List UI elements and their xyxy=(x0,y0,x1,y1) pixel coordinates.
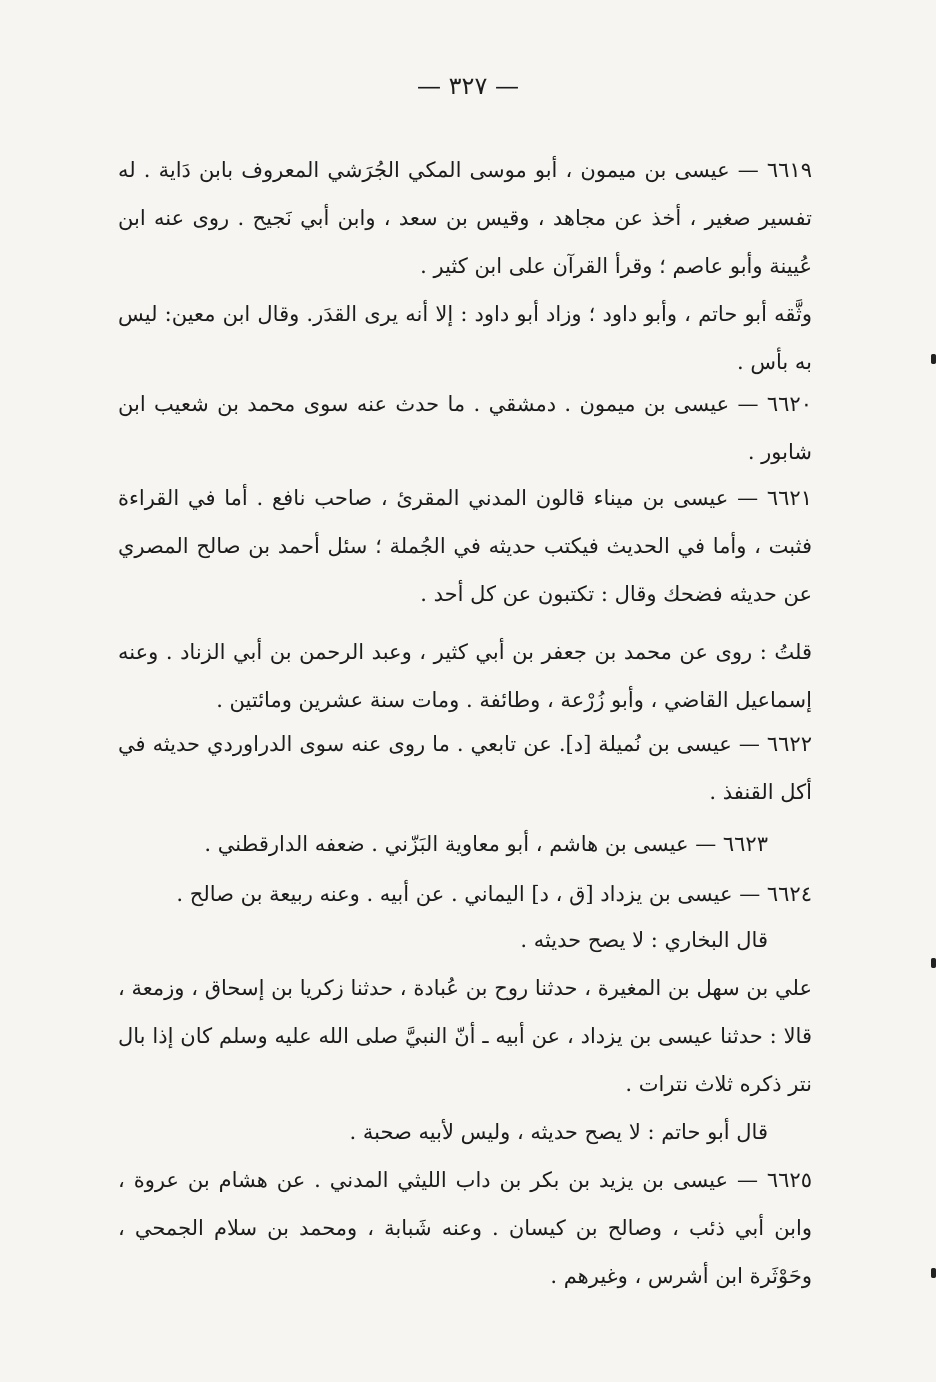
entry-6623: ٦٦٢٣ — عيسى بن هاشم ، أبو معاوية البَزّني . ضعفه الدارقطني . xyxy=(204,832,768,856)
entry-6621-note: قلتُ : روى عن محمد بن جعفر بن أبي كثير ، وعبد الرحمن بن أبي الزناد . وعنه إسماعيل القاضي ، وأبو زُرْعة ، وطائفة . ومات سنة عشرين ومائتين . xyxy=(118,640,812,712)
edge-mark xyxy=(931,1268,936,1278)
edge-mark xyxy=(931,958,936,968)
entry-6624-abuhatim: قال أبو حاتم : لا يصح حديثه ، وليس لأبيه صحبة . xyxy=(349,1120,768,1144)
entry-6619-note: وثَّقه أبو حاتم ، وأبو داود ؛ وزاد أبو داود : إلا أنه يرى القدَر. وقال ابن معين: ليس به بأس . xyxy=(118,302,812,374)
entry-6621: ٦٦٢١ — عيسى بن ميناء قالون المدني المقرئ ، صاحب نافع . أما في القراءة فثبت ، وأما في الحديث فيكتب حديثه في الجُملة ؛ سئل أحمد بن صالح المصري عن حديثه فضحك وقال : تكتبون عن كل أحد . xyxy=(118,486,812,606)
page-number: — ٣٢٧ — xyxy=(417,72,519,100)
entry-6625: ٦٦٢٥ — عيسى بن يزيد بن بكر بن داب الليثي المدني . عن هشام بن عروة ، وابن أبي ذئب ، وصالح بن كيسان . وعنه شَبابة ، ومحمد بن سلام الجمحي ، وحَوْثَرة ابن أشرس ، وغيرهم . xyxy=(118,1168,812,1288)
edge-mark xyxy=(931,354,936,364)
entry-6620: ٦٦٢٠ — عيسى بن ميمون . دمشقي . ما حدث عنه سوى محمد بن شعيب ابن شابور . xyxy=(118,392,812,464)
entry-6624-hadith: علي بن سهل بن المغيرة ، حدثنا روح بن عُبادة ، حدثنا زكريا بن إسحاق ، وزمعة ، قالا : حدثنا عيسى بن يزداد ، عن أبيه ـ أنّ النبيَّ صلى الله عليه وسلم كان إذا بال نتر ذكره ثلاث نترات . xyxy=(118,976,812,1096)
entry-6624: ٦٦٢٤ — عيسى بن يزداد [ق ، د] اليماني . عن أبيه . وعنه ربيعة بن صالح . xyxy=(176,882,812,906)
entry-6622: ٦٦٢٢ — عيسى بن نُميلة [د]. عن تابعي . ما روى عنه سوى الدراوردي حديثه في أكل القنفذ . xyxy=(118,732,812,804)
entry-6619: ٦٦١٩ — عيسى بن ميمون ، أبو موسى المكي الجُرَشي المعروف بابن دَاية . له تفسير صغير ، أخذ عن مجاهد ، وقيس بن سعد ، وابن أبي نَجيح . روى عنه ابن عُيينة وأبو عاصم ؛ وقرأ القرآن على ابن كثير . xyxy=(118,158,812,278)
entry-6624-bukhari: قال البخاري : لا يصح حديثه . xyxy=(520,928,768,952)
